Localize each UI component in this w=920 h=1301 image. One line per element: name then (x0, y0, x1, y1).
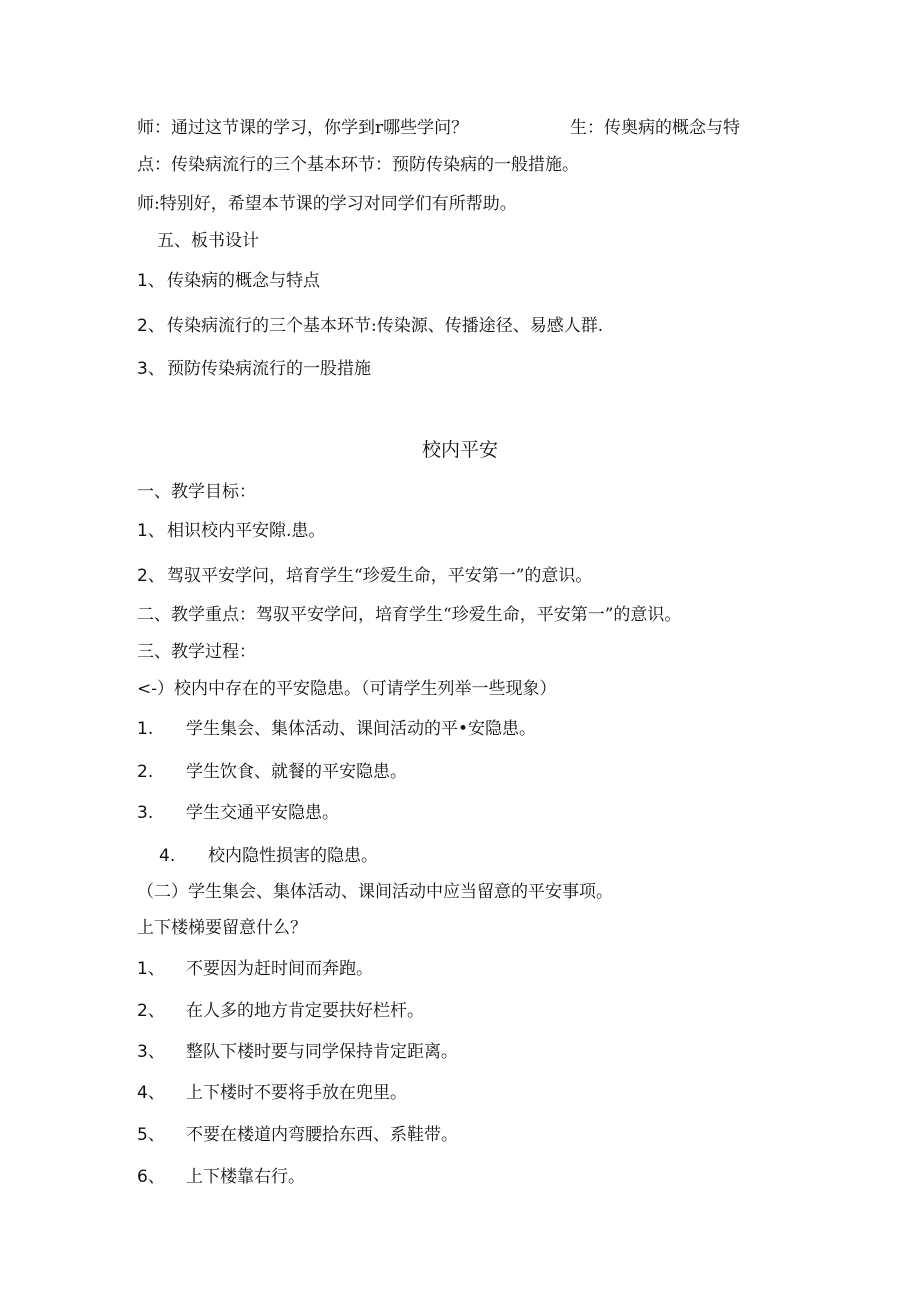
section-title: 校内平安 (421, 439, 498, 461)
board-item-text: 传染病的概念与特点 (167, 271, 320, 291)
board-design-heading: 五、板书设计 (157, 231, 259, 251)
part1-heading: <-）校内中存在的平安隐患。（可请学生列举一些现象） (137, 679, 557, 699)
goal-text: 驾驭平安学问，培育学生“珍爱生命，平安第一”的意识。 (167, 566, 593, 586)
stairs-rule-number: 1、 (137, 959, 165, 979)
hazard-number: 3. (137, 803, 154, 823)
goal-number: 1、 (137, 521, 165, 541)
board-item-text: 传染病流行的三个基本环节:传染源、传播途径、易感人群. (167, 316, 604, 336)
board-item-number: 1、 (137, 271, 165, 291)
student-answer-continued: 点：传染病流行的三个基本环节：预防传染病的一般措施。 (137, 155, 579, 175)
hazard-text: 学生交通平安隐患。 (186, 803, 339, 823)
key-point: 二、教学重点：驾驭平安学问，培育学生“珍爱生命，平安第一”的意识。 (137, 605, 682, 625)
hazard-item (137, 761, 407, 783)
board-item-number: 2、 (137, 316, 165, 336)
stairs-rule-number: 3、 (137, 1042, 165, 1062)
goal-item (137, 565, 592, 587)
stairs-rule (137, 1124, 458, 1146)
stairs-rule-number: 4、 (137, 1083, 165, 1103)
hazard-text: 学生集会、集体活动、课间活动的平•安隐患。 (186, 719, 537, 739)
board-item (137, 270, 320, 292)
hazard-item (137, 802, 339, 824)
hazard-number: 1. (137, 719, 154, 739)
stairs-rule-text: 上下楼时不要将手放在兜里。 (186, 1083, 407, 1103)
stairs-rule-text: 整队下楼时要与同学保持肯定距离。 (186, 1042, 458, 1062)
board-item (137, 315, 603, 337)
board-item-number: 3、 (137, 359, 165, 379)
process-heading: 三、教学过程： (137, 642, 256, 662)
stairs-rule-text: 不要在楼道内弯腰拾东西、系鞋带。 (186, 1125, 458, 1145)
teacher-praise: 师:特别好，希望本节课的学习对同学们有所帮助。 (137, 194, 517, 214)
goal-item (137, 520, 325, 542)
stairs-rule (137, 1082, 407, 1104)
goals-heading: 一、教学目标： (137, 482, 256, 502)
board-item (137, 358, 371, 380)
stairs-rule-text: 不要因为赶时间而奔跑。 (186, 959, 373, 979)
hazard-number: 4. (159, 846, 176, 866)
stairs-rule (137, 958, 373, 980)
board-item-text: 预防传染病流行的一股措施 (167, 359, 371, 379)
stairs-rule-text: 在人多的地方肯定要扶好栏杆。 (186, 1001, 424, 1021)
student-answer-start: 生：传奥病的概念与特 (570, 118, 740, 138)
hazard-text: 学生饮食、就餐的平安隐患。 (186, 762, 407, 782)
stairs-rule (137, 1000, 424, 1022)
stairs-rule (137, 1166, 305, 1188)
goal-number: 2、 (137, 566, 165, 586)
stairs-rule-number: 5、 (137, 1125, 165, 1145)
part2-heading: （二）学生集会、集体活动、课间活动中应当留意的平安事项。 (137, 882, 613, 902)
teacher-question: 师：通过这节课的学习，你学到r哪些学问？ (137, 118, 469, 138)
stairs-rule-text: 上下楼靠右行。 (186, 1167, 305, 1187)
goal-text: 相识校内平安隙.患。 (167, 521, 326, 541)
hazard-number: 2. (137, 762, 154, 782)
stairs-rule (137, 1041, 458, 1063)
hazard-item (159, 845, 378, 867)
stairs-rule-number: 2、 (137, 1001, 165, 1021)
hazard-item (137, 718, 536, 740)
hazard-text: 校内隐性损害的隐患。 (208, 846, 378, 866)
stairs-question: 上下楼梯要留意什么？ (137, 918, 307, 938)
stairs-rule-number: 6、 (137, 1167, 165, 1187)
